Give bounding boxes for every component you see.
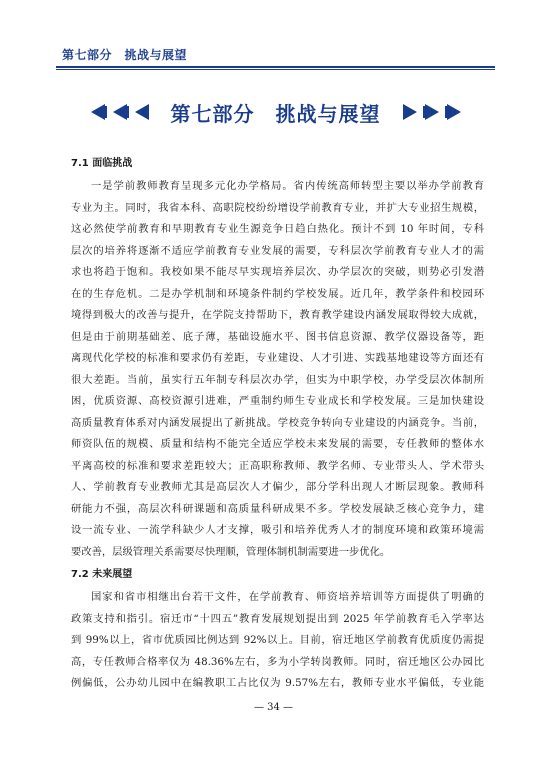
text-line: 人、学前教育专业教师尤其是高层次人才偏少，部分学科出现人才断层现象。教师科 xyxy=(71,481,484,493)
header-rule-thin xyxy=(56,69,495,70)
text-line: 在的生存危机。二是办学机制和环境条件制约学校发展。近几年，教学条件和校园环 xyxy=(71,287,484,300)
text-line: 设一流专业、一流学科缺少人才支撑，吸引和培养优秀人才的制度环境和政策环境需 xyxy=(71,524,484,536)
text-line: 很大差距。当前，虽实行五年制专科层次办学，但实为中职学校，办学受层次体制所 xyxy=(71,373,484,386)
text-line: 师资队伍的规模、质量和结构不能完全适应学校未来发展的需要，专任教师的整体水 xyxy=(71,438,484,450)
paragraph xyxy=(71,176,484,563)
text-line: 平离高校的标准和要求差距较大；正高职称教师、教学名师、专业带头人、学术带头 xyxy=(71,459,484,472)
text-line: 要改善，层级管理关系需要尽快理顺，管理体制机制需要进一步优化。 xyxy=(71,545,391,558)
section-heading: 7.1 面临挑战 xyxy=(71,158,133,169)
text-line: 离现代化学校的标准和要求仍有差距，专业建设、人才引进、实践基地建设等方面还有 xyxy=(71,352,484,364)
text-line: 这必然使学前教育和早期教育专业生源竞争日趋白热化。预计不到 10 年时间，专科 xyxy=(71,223,484,235)
text-line: 研能力不强，高层次科研课题和高质量科研成果不多。学校发展缺乏核心竞争力，建 xyxy=(71,502,484,515)
text-line: 求也将趋于饱和。我校如果不能尽早实现培养层次、办学层次的突破，则势必引发潜 xyxy=(71,266,484,278)
text-line: 高质量教育体系对内涵发展提出了新挑战。学校竞争转向专业建设的内涵竞争。当前， xyxy=(71,416,484,429)
text-line: 国家和省市相继出台若干文件，在学前教育、师资培养培训等方面提供了明确的 xyxy=(91,591,484,603)
triple-right-arrow-icon xyxy=(399,104,461,120)
text-line: 但是由于前期基础差、底子薄，基础设施水平、图书信息资源、教学仪器设备等，距 xyxy=(71,330,484,343)
chapter-heading xyxy=(56,97,495,127)
text-line: 一是学前教师教育呈现多元化办学格局。省内传统高师转型主要以举办学前教育 xyxy=(91,180,484,192)
section-heading: 7.2 未来展望 xyxy=(71,569,133,580)
text-line: 境得到极大的改善与提升，在学院支持帮助下，教育教学建设内涵发展取得较大成就， xyxy=(71,309,484,321)
text-line: 层次的培养将逐渐不适应学前教育专业发展的需要，专科层次学前教育专业人才的需 xyxy=(71,244,484,257)
header-rule xyxy=(56,66,495,68)
running-header: 第七部分 挑战与展望 xyxy=(62,48,188,62)
text-line: 困，优质资源、高校资源引进难，严重制约师生专业成长和学校发展。三是加快建设 xyxy=(71,395,484,407)
text-line: 专业为主。同时，我省本科、高职院校纷纷增设学前教育专业，并扩大专业招生规模， xyxy=(71,201,484,214)
text-line: 高，专任教师合格率仅为 48.36%左右，多为小学转岗教师。同时，宿迁地区公办园比 xyxy=(71,655,484,668)
paragraph xyxy=(71,587,484,695)
triple-left-arrow-icon xyxy=(91,104,153,120)
body-content xyxy=(71,152,484,695)
text-line: 例偏低，公办幼儿园中在编教职工占比仅为 9.57%左右，教师专业水平偏低，专业能 xyxy=(71,677,484,689)
text-line: 到 99%以上，省市优质园比例达到 92%以上。目前，宿迁地区学前教育优质度仍需提 xyxy=(71,634,484,646)
chapter-title: 第七部分 挑战与展望 xyxy=(170,101,381,126)
text-line: 政策支持和指引。宿迁市“十四五”教育发展规划提出到 2025 年学前教育毛入学率达 xyxy=(71,612,484,625)
page-number: — 34 — xyxy=(253,702,294,713)
